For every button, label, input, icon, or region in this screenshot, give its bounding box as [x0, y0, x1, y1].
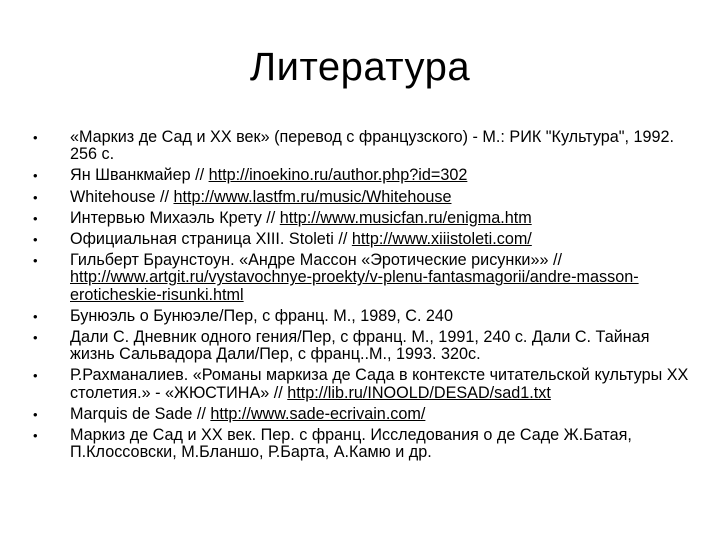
reference-list — [33, 129, 693, 465]
reference-text: Дали С. Дневник одного гения/Пер, с франц. М., 1991, 240 с. Дали С. Тайная жизнь Сальвадора Дали/Пер, с франц..М., 1993. 320с. — [70, 328, 650, 364]
reference-text: Р.Рахманалиев. «Романы маркиза де Сада в контексте читательской культуры XX столетия.» - «ЖЮСТИНА» // — [70, 366, 689, 402]
bullet-icon: • — [33, 253, 38, 269]
reference-text: Whitehouse // — [70, 187, 174, 206]
reference-text: Маркиз де Сад и XX век. Пер. с франц. Исследования о де Саде Ж.Батая, П.Клоссовски, М.Бланшо, Р.Барта, А.Камю и др. — [70, 426, 632, 462]
reference-item — [33, 129, 693, 163]
reference-text: Marquis de Sade // — [70, 404, 211, 423]
reference-item — [33, 308, 693, 325]
reference-link[interactable]: http://www.xiiistoleti.com/ — [351, 230, 532, 249]
reference-text: Гильберт Браунстоун. «Андре Массон «Эротические рисунки»» // — [70, 251, 562, 270]
bullet-icon: • — [33, 232, 38, 248]
bullet-icon: • — [33, 210, 38, 226]
reference-item — [33, 427, 693, 461]
reference-text: Интервью Михаэль Крету // — [70, 208, 280, 227]
reference-item — [33, 367, 693, 401]
bullet-icon: • — [33, 168, 38, 184]
reference-text: Ян Шванкмайер // — [70, 166, 209, 185]
reference-item — [33, 406, 693, 423]
reference-item — [33, 252, 693, 304]
reference-link[interactable]: http://www.sade-ecrivain.com/ — [210, 404, 426, 423]
bullet-icon: • — [33, 330, 38, 346]
reference-item — [33, 231, 693, 248]
bullet-icon: • — [33, 308, 38, 324]
reference-item — [33, 210, 693, 227]
bullet-icon: • — [33, 428, 38, 444]
reference-link[interactable]: http://www.artgit.ru/vystavochnye-proekty/v-plenu-fantasmagorii/andre-masson-eroticheskie-risunki.html — [70, 268, 639, 304]
reference-link[interactable]: http://www.lastfm.ru/music/Whitehouse — [173, 187, 452, 206]
reference-text: Официальная страница XIII. Stoleti // — [70, 230, 352, 249]
reference-link[interactable]: http://lib.ru/INOOLD/DESAD/sad1.txt — [287, 383, 551, 402]
bullet-icon: • — [33, 406, 38, 422]
reference-item — [33, 189, 693, 206]
slide-title: Литература — [249, 45, 471, 89]
reference-link[interactable]: http://inoekino.ru/author.php?id=302 — [208, 166, 468, 185]
bullet-icon: • — [33, 130, 38, 145]
bullet-icon: • — [33, 368, 38, 384]
reference-item — [33, 329, 693, 363]
bullet-icon: • — [33, 189, 38, 205]
reference-item — [33, 167, 693, 184]
reference-link[interactable]: http://www.musicfan.ru/enigma.htm — [279, 208, 532, 227]
reference-text: Бунюэль о Бунюэле/Пер, с франц. М., 1989, С. 240 — [70, 306, 453, 325]
reference-text: «Маркиз де Сад и XX век» (перевод с французского) - М.: РИК "Культура", 1992. 256 с. — [70, 128, 675, 164]
